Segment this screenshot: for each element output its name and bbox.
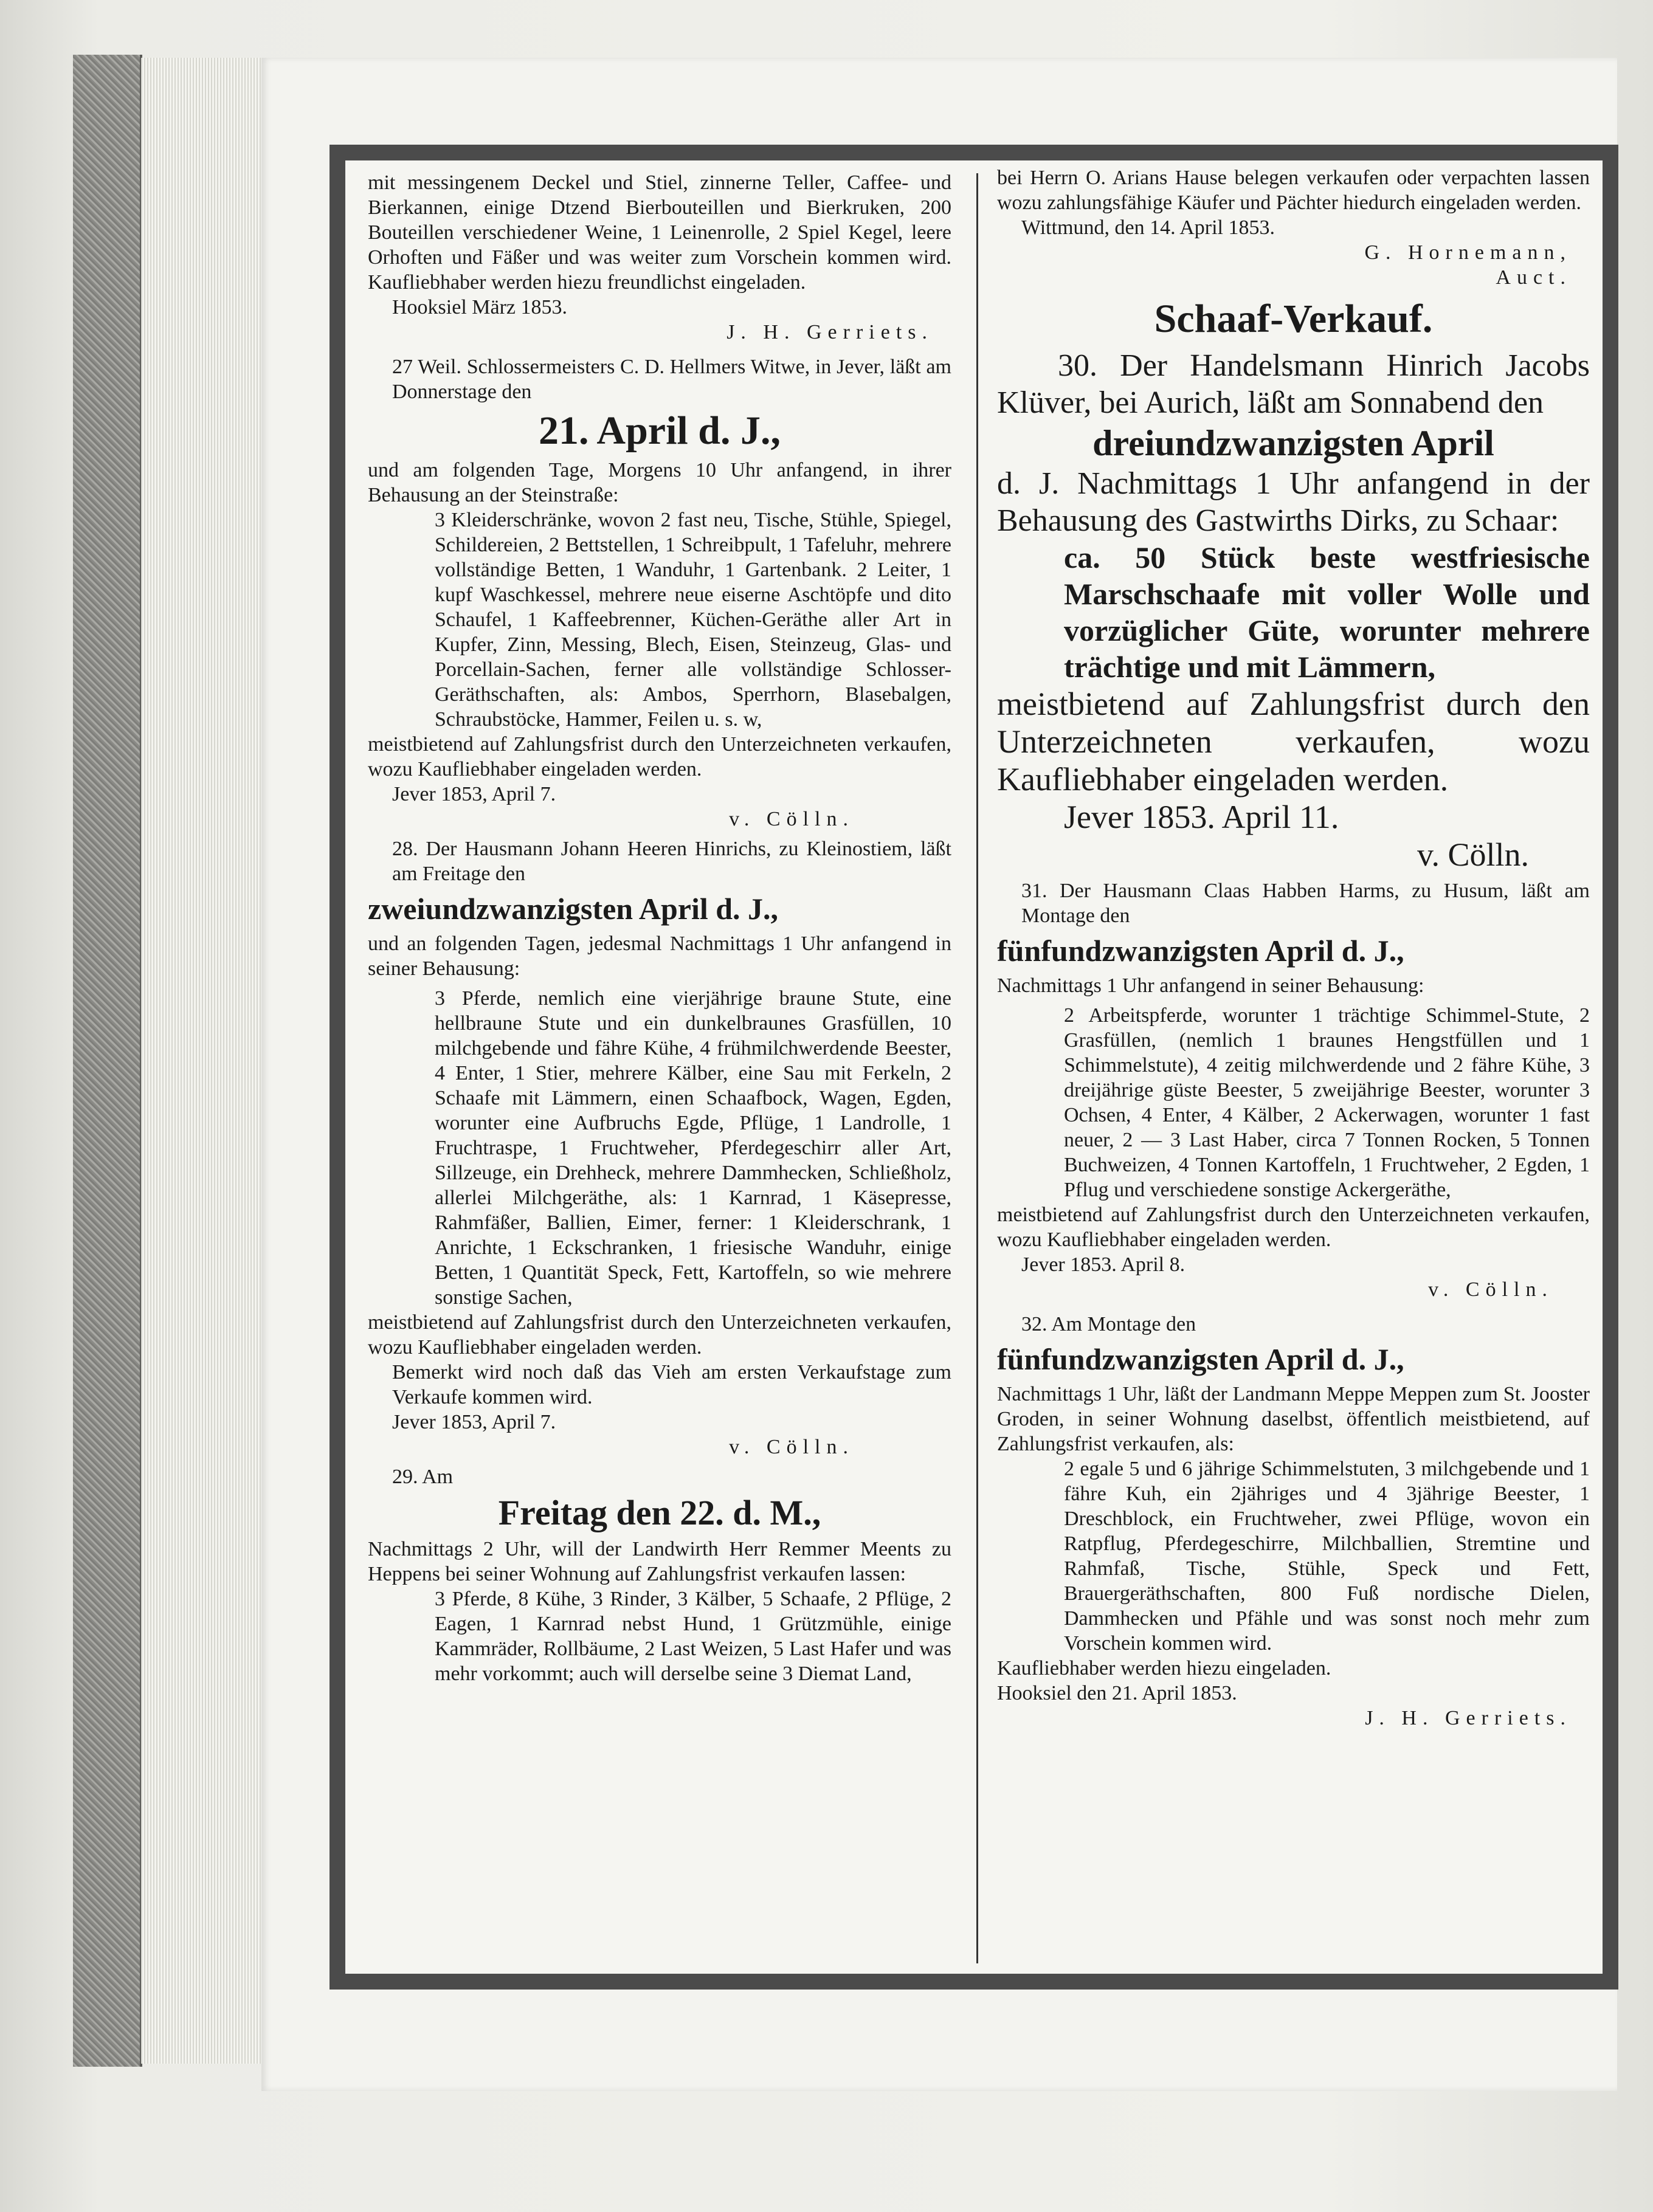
- left-intro-place: Hooksiel März 1853.: [392, 296, 568, 319]
- notice-29-date: Freitag den 22. d. M.,: [498, 1493, 821, 1532]
- notice-28-place: Jever 1853, April 7.: [392, 1411, 556, 1433]
- notice-27-closing: meistbietend auf Zahlungsfrist durch den Unterzeichneten verkaufen, wozu Kaufliebhaber eingeladen werden.: [368, 733, 951, 780]
- notice-32-place: Hooksiel den 21. April 1853.: [997, 1682, 1237, 1704]
- notice-30-date: dreiundzwanzigsten April: [1092, 423, 1494, 463]
- notice-30: [997, 347, 1590, 873]
- notice-29: [368, 1464, 951, 1686]
- notice-27-date: 21. April d. J.,: [539, 408, 781, 453]
- notice-32-items: 2 egale 5 und 6 jährige Schimmelstuten, 3 milchgebende und 1 fähre Kuh, ein 2jähriges und 4 3jährige Beester, 1 Dreschblock, ein Fruchtweher, zwei Pflüge, wovon ein Ratpflug, Pferdegeschirre, Milchballien, Stremtine und Rahmfaß, Tische, Stühle, Speck und Fett, Brauergeräthschaften, 800 Fuß nordische Dielen, Dammhecken und Pfähle und was sonst noch mehr zum Vorschein kommen wird.: [1064, 1458, 1590, 1655]
- notice-29-items: 3 Pferde, 8 Kühe, 3 Rinder, 3 Kälber, 5 Schaafe, 2 Pflüge, 2 Eagen, 1 Karnrad nebst Hund, 1 Grützmühle, einige Kammräder, Rollbäume, 2 Last Weizen, 5 Last Hafer und was mehr vorkommt; auch will derselbe seine 3 Diemat Land,: [435, 1588, 951, 1685]
- left-intro-signature: J. H. Gerriets.: [726, 321, 933, 343]
- left-intro-text: mit messingenem Deckel und Stiel, zinnerne Teller, Caffee- und Bierkannen, einige Dtzend Bierbouteillen und Bierkruken, 200 Bouteillen verschiedener Weine, 1 Leinenrolle, 2 Spiel Kegel, leere Orhoften und Fäßer und was weiter zum Vorschein kommen wird. Kaufliebhaber werden hiezu freundlichst eingeladen.: [368, 171, 951, 294]
- page-stack-edges: [141, 58, 263, 2064]
- notice-31-closing: meistbietend auf Zahlungsfrist durch den Unterzeichneten verkaufen, wozu Kaufliebhaber eingeladen werden.: [997, 1204, 1590, 1251]
- left-column: [368, 170, 951, 1686]
- notice-28-text: 28. Der Hausmann Johann Heeren Hinrichs, zu Kleinostiem, läßt am Freitage den: [392, 838, 951, 885]
- column-divider: [976, 173, 978, 1963]
- notice-27-text: 27 Weil. Schlossermeisters C. D. Hellmers Witwe, in Jever, läßt am Donnerstage den: [392, 356, 951, 403]
- notice-30-text2: d. J. Nachmittags 1 Uhr anfangend in der Behausung des Gastwirths Dirks, zu Schaar:: [997, 466, 1590, 538]
- right-intro-signature: G. Hornemann,: [1364, 241, 1572, 264]
- notice-27-signature: v. Cölln.: [729, 808, 854, 830]
- notice-30-place: Jever 1853. April 11.: [1064, 799, 1339, 835]
- notice-27: [368, 354, 951, 832]
- notice-28-items: 3 Pferde, nemlich eine vierjährige braune Stute, eine hellbraune Stute und ein dunkelbraunes Grasfüllen, 10 milchgebende und fähre Kühe, 4 frühmilchwerdende Beester, 4 Enter, 1 Stier, mehrere Kälber, eine Sau mit Ferkeln, 2 Schaafe mit Lämmern, einen Schaafbock, Wagen, Egden, worunter eine Aufbruchs Egde, Pflüge, 1 Landrolle, 1 Fruchtraspe, 1 Fruchtweher, Pferdegeschirr aller Art, Sillzeuge, ein Drehheck, mehrere Dammhecken, Schließholz, allerlei Milchgeräthe, als: 1 Karnrad, 1 Käsepresse, Rahmfäßer, Ballien, Eimer, ferner: 1 Kleiderschrank, 1 Anrichte, 1 Eckschranken, 1 friesische Wanduhr, einige Betten, 1 Quantität Speck, Fett, Kartoffeln, so wie mehrere sonstige Sachen,: [435, 987, 951, 1309]
- notice-31: [997, 878, 1590, 1302]
- notice-27-items: 3 Kleiderschränke, wovon 2 fast neu, Tische, Stühle, Spiegel, Schildereien, 2 Bettstellen, 1 Schreibpult, 1 Tafeluhr, mehrere vollständige Betten, 1 Wanduhr, 1 Gartenbank. 2 Leiter, 1 kupf Waschkessel, mehrere neue eiserne Aschtöpfe und dito Schaufel, 1 Kaffeebrenner, Küchen-Geräthe aller Art in Kupfer, Zinn, Messing, Blech, Eisen, Steinzeug, Glas- und Porcellain-Sachen, ferner alle vollständige Schlosser-Geräthschaften, als: Ambos, Sperrhorn, Blasebalgen, Schraubstöcke, Hammer, Feilen u. s. w,: [435, 509, 951, 731]
- notice-27-place: Jever 1853, April 7.: [392, 783, 556, 805]
- notice-30-text: 30. Der Handelsmann Hinrich Jacobs Klüver, bei Aurich, läßt am Sonnabend den: [997, 348, 1590, 420]
- right-intro-signature-title: Auct.: [1496, 266, 1572, 289]
- notice-31-date: fünfundzwanzigsten April d. J.,: [997, 934, 1404, 968]
- notice-32-text: 32. Am Montage den: [1021, 1313, 1196, 1335]
- notice-28-date: zweiundzwanzigsten April d. J.,: [368, 892, 779, 926]
- notice-29-text2: Nachmittags 2 Uhr, will der Landwirth Herr Remmer Meents zu Heppens bei seiner Wohnung auf Zahlungsfrist verkaufen lassen:: [368, 1538, 951, 1585]
- notice-30-signature: v. Cölln.: [1417, 836, 1529, 873]
- notice-28-signature: v. Cölln.: [729, 1436, 854, 1458]
- notice-32-date: fünfundzwanzigsten April d. J.,: [997, 1342, 1404, 1376]
- notice-28: [368, 836, 951, 1459]
- notice-28-text2: und an folgenden Tagen, jedesmal Nachmittags 1 Uhr anfangend in seiner Behausung:: [368, 932, 951, 980]
- book-cover-edge: [73, 55, 142, 2067]
- schaaf-verkauf-heading: Schaaf-Verkauf.: [1154, 297, 1433, 341]
- notice-31-signature: v. Cölln.: [1428, 1278, 1553, 1301]
- notice-29-text: 29. Am: [392, 1466, 454, 1488]
- notice-32-closing: Kaufliebhaber werden hiezu eingeladen.: [997, 1657, 1331, 1680]
- notice-32-signature: J. H. Gerriets.: [1365, 1707, 1572, 1729]
- notice-31-place: Jever 1853. April 8.: [1021, 1253, 1185, 1276]
- notice-31-text2: Nachmittags 1 Uhr anfangend in seiner Behausung:: [997, 974, 1424, 997]
- notice-31-items: 2 Arbeitspferde, worunter 1 trächtige Schimmel-Stute, 2 Grasfüllen, (nemlich 1 braunes Hengstfüllen und 1 Schimmelstute), 4 zeitig milchwerdende und 2 fähre Kühe, 3 dreijährige güste Beester, 5 zweijährige Beester, worunter 3 Ochsen, 4 Enter, 4 Kälber, 2 Ackerwagen, worunter 1 fast neuer, 2 — 3 Last Haber, circa 7 Tonnen Rocken, 5 Tonnen Buchweizen, 4 Tonnen Kartoffeln, 1 Fruchtweher, 2 Egden, 1 Pflug und verschiedene sonstige Ackergeräthe,: [1064, 1004, 1590, 1201]
- right-intro-text: bei Herrn O. Arians Hause belegen verkaufen oder verpachten lassen wozu zahlungsfähige Käufer und Pächter hiedurch eingeladen werden.: [997, 167, 1590, 214]
- notice-28-closing: meistbietend auf Zahlungsfrist durch den Unterzeichneten verkaufen, wozu Kaufliebhaber eingeladen werden.: [368, 1311, 951, 1359]
- notice-30-lot: ca. 50 Stück beste westfriesische Marschschaafe mit voller Wolle und vorzüglicher Güte, worunter mehrere trächtige und mit Lämmern,: [1064, 540, 1590, 684]
- notice-28-note: Bemerkt wird noch daß das Vieh am ersten Verkaufstage zum Verkaufe kommen wird.: [392, 1361, 951, 1408]
- notice-27-text2: und am folgenden Tage, Morgens 10 Uhr anfangend, in ihrer Behausung an der Steinstraße:: [368, 459, 951, 506]
- notice-31-text: 31. Der Hausmann Claas Habben Harms, zu Husum, läßt am Montage den: [1021, 880, 1590, 927]
- right-intro-place: Wittmund, den 14. April 1853.: [1021, 216, 1275, 239]
- right-column: [997, 165, 1590, 1731]
- notice-32-text2: Nachmittags 1 Uhr, läßt der Landmann Meppe Meppen zum St. Jooster Groden, in seiner Wohnung daselbst, öffentlich meistbietend, auf Zahlungsfrist verkaufen, als:: [997, 1383, 1590, 1455]
- notice-30-closing: meistbietend auf Zahlungsfrist durch den Unterzeichneten verkaufen, wozu Kaufliebhaber eingeladen werden.: [997, 686, 1590, 798]
- notice-32: [997, 1312, 1590, 1731]
